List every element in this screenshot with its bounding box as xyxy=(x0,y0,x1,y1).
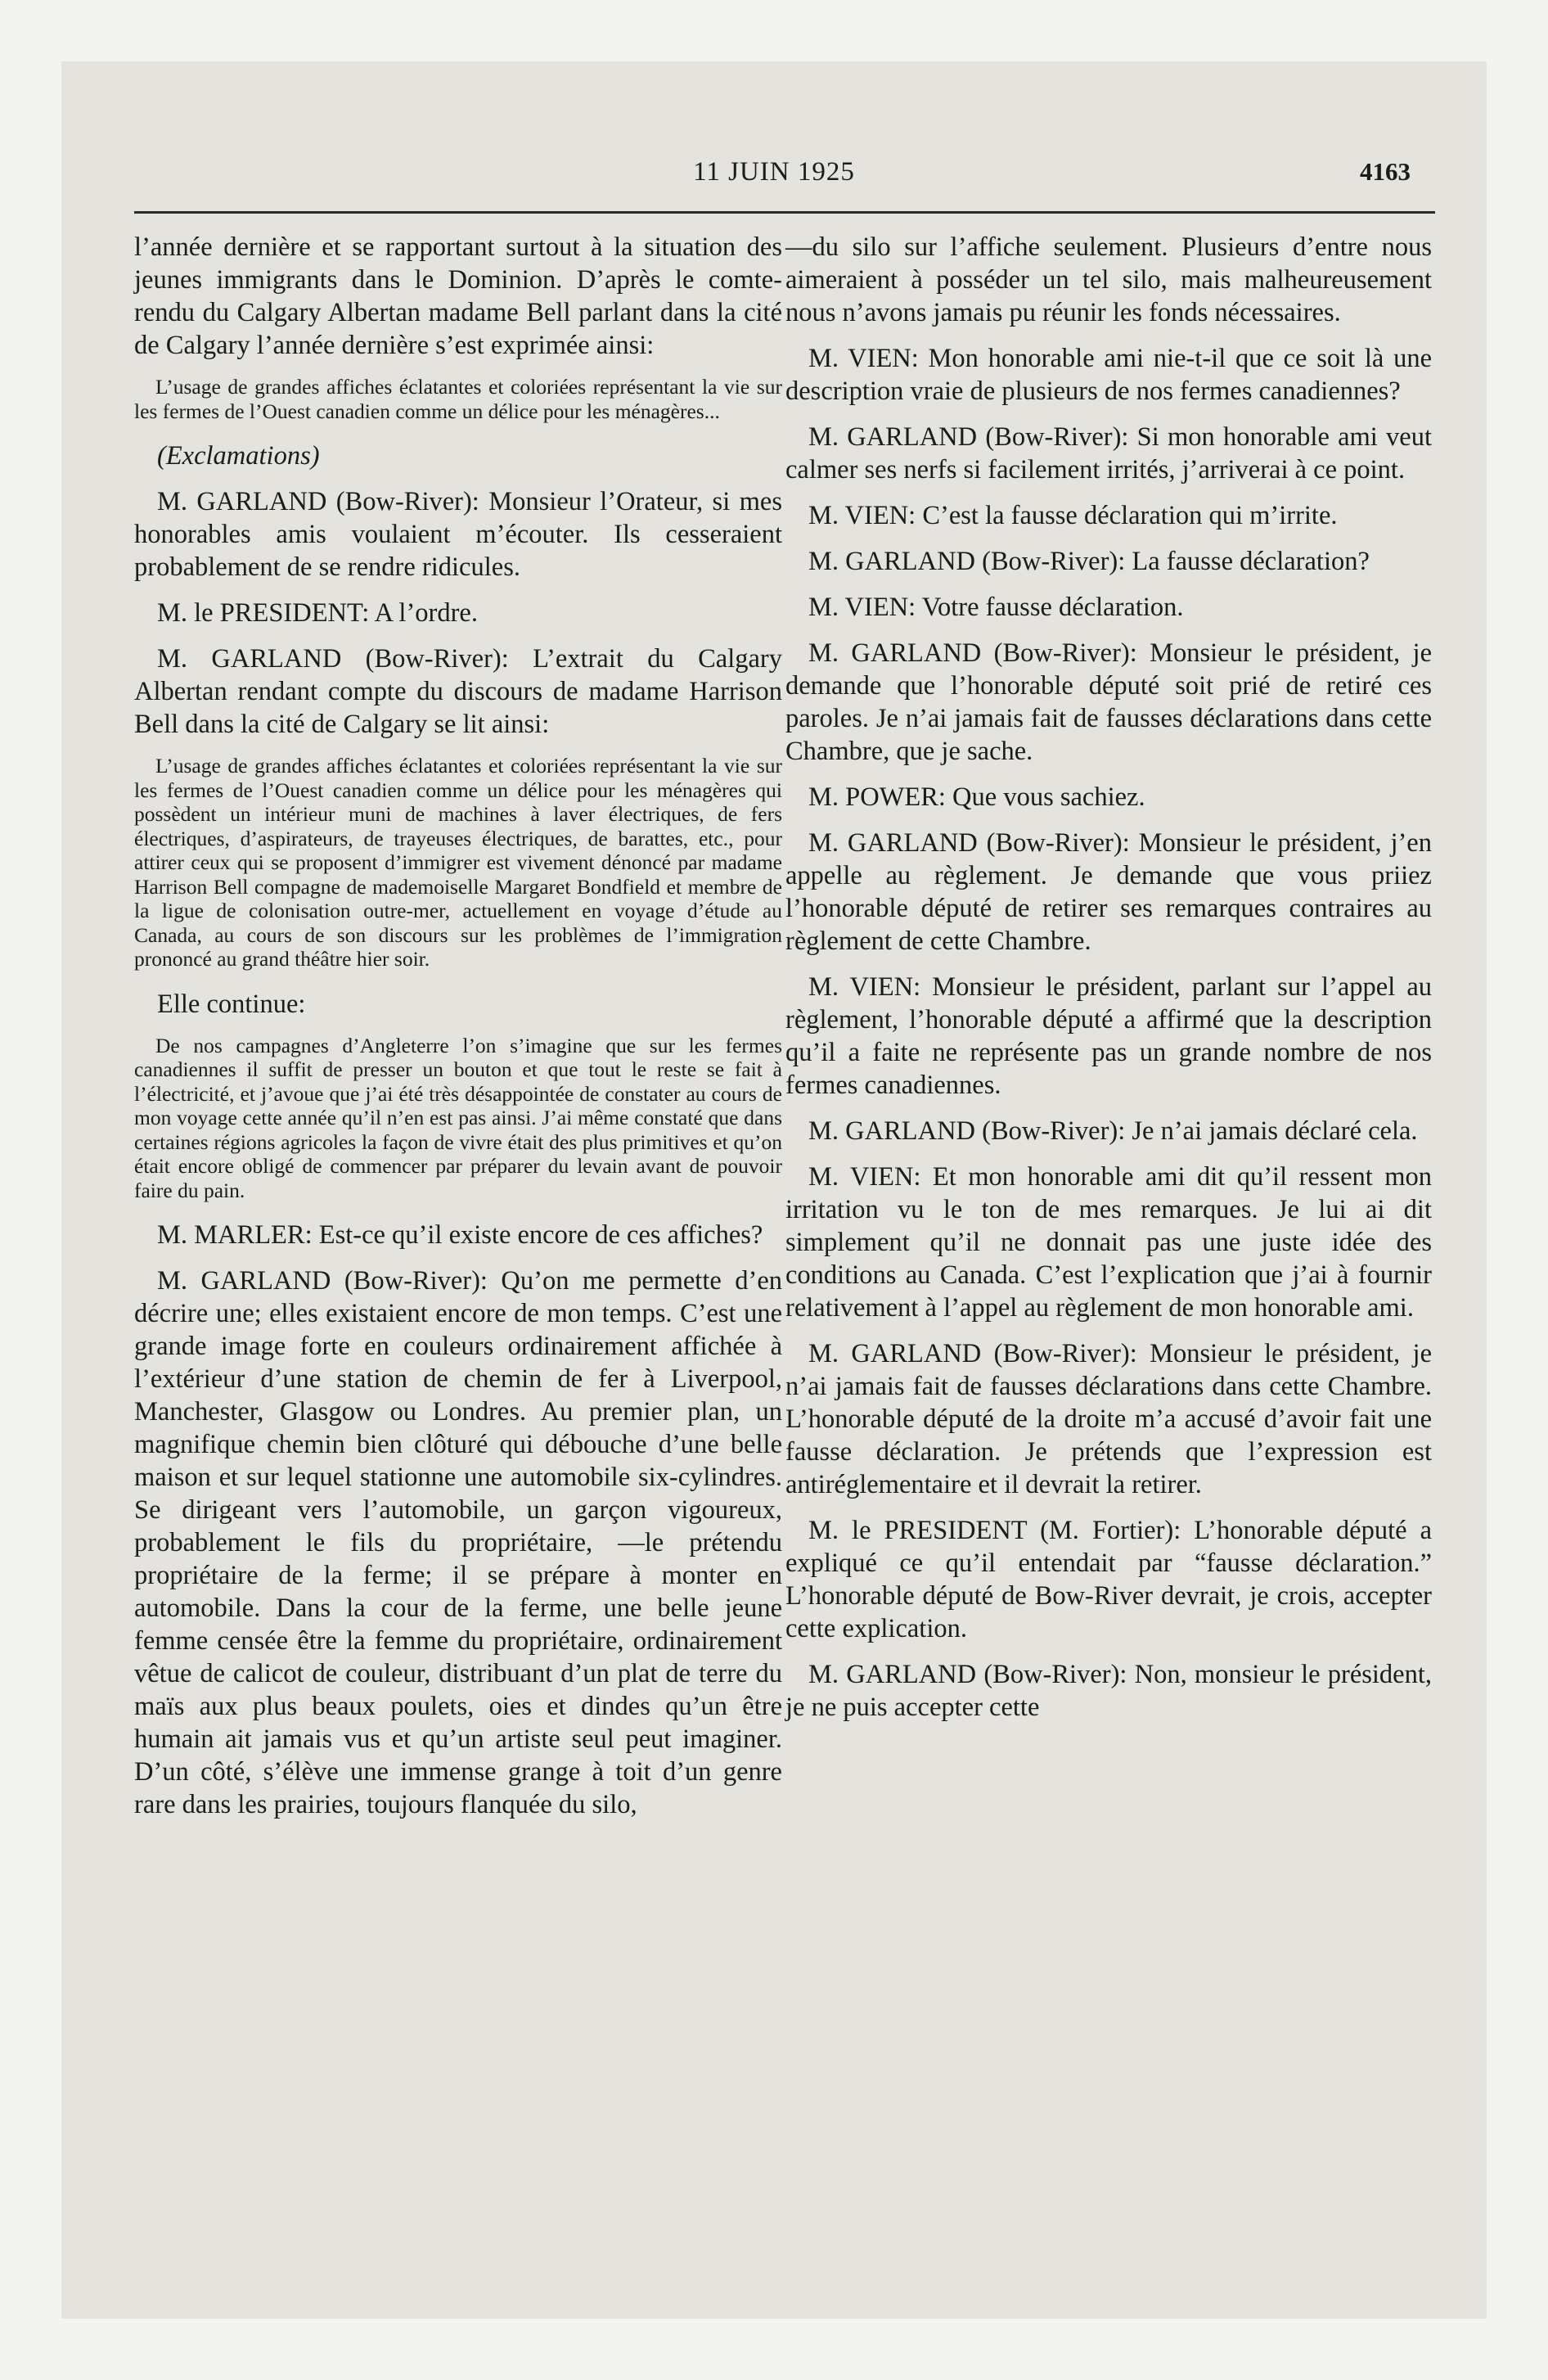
paragraph: —du silo sur l’affiche seulement. Plusieurs d’entre nous aimeraient à posséder un tel silo, mais malheureusement nous n’avons jamais pu réunir les fonds nécessaires. xyxy=(785,232,1432,327)
speech: M. le PRESIDENT: A l’ordre. xyxy=(157,598,478,628)
quotation: L’usage de grandes affiches éclatantes et coloriées représentant la vie sur les fermes de l’Ouest canadien comme un délice pour les ménagères... xyxy=(134,375,782,423)
speech: M. GARLAND (Bow-River): Monsieur le président, je demande que l’honorable député soit prié de retiré ces paroles. Je n’ai jamais fait de fausses déclarations dans cette Chambre, que je sache. xyxy=(785,638,1432,766)
speech: M. MARLER: Est-ce qu’il existe encore de ces affiches? xyxy=(157,1220,763,1250)
speech: M. GARLAND (Bow-River): La fausse déclaration? xyxy=(808,547,1370,576)
speech: M. le PRESIDENT (M. Fortier): L’honorable député a expliqué ce qu’il entendait par “fausse déclaration.” L’honorable député de Bow-River devrait, je crois, accepter cette explication. xyxy=(785,1516,1432,1643)
page-date: 11 JUIN 1925 xyxy=(693,157,855,187)
speech: M. VIEN: Mon honorable ami nie-t-il que ce soit là une description vraie de plusieurs de nos fermes canadiennes? xyxy=(785,344,1432,406)
speech: M. GARLAND (Bow-River): Si mon honorable ami veut calmer ses nerfs si facilement irrités, j’arriverai à ce point. xyxy=(785,422,1432,485)
speech: M. GARLAND (Bow-River): Monsieur le président, j’en appelle au règlement. Je demande que vous priiez l’honorable député de retirer ses remarques contraires au règlement de cette Chambre. xyxy=(785,828,1432,956)
header-rule xyxy=(134,211,1435,214)
stage-direction: (Exclamations) xyxy=(157,441,320,471)
speech: M. GARLAND (Bow-River): Monsieur l’Orateur, si mes honorables amis voulaient m’écouter. Ils cesseraient probablement de se rendre ridicules. xyxy=(134,487,782,582)
speech: M. GARLAND (Bow-River): Non, monsieur le président, je ne puis accepter cette xyxy=(785,1660,1432,1722)
speech: M. GARLAND (Bow-River): Je n’ai jamais déclaré cela. xyxy=(808,1116,1418,1146)
speech: M. VIEN: C’est la fausse déclaration qui m’irrite. xyxy=(808,501,1338,530)
paragraph: Elle continue: xyxy=(157,989,306,1019)
speech: M. VIEN: Monsieur le président, parlant sur l’appel au règlement, l’honorable député a affirmé que la description qu’il a faite ne représente pas un grande nombre de nos fermes canadiennes. xyxy=(785,972,1432,1100)
speech: M. POWER: Que vous sachiez. xyxy=(808,782,1145,812)
quotation: De nos campagnes d’Angleterre l’on s’imagine que sur les fermes canadiennes il suffit de presser un bouton et que tout le reste se fait à l’électricité, et j’avoue que j’ai été très désappointée de constater au cours de mon voyage cette année qu’il n’en est pas ainsi. J’ai même constaté que dans certaines régions agricoles la façon de vivre était des plus primitives et qu’on était encore obligé de commencer par préparer du levain avant de pouvoir faire du pain. xyxy=(134,1033,782,1202)
speech: M. GARLAND (Bow-River): Qu’on me permette d’en décrire une; elles existaient encore de mon temps. C’est une grande image forte en couleurs ordinairement affichée à l’extérieur d’une station de chemin de fer à Liverpool, Manchester, Glasgow ou Londres. Au premier plan, un magnifique chemin bien clôturé qui débouche d’une belle maison et sur lequel stationne une automobile six-cylindres. Se dirigeant vers l’automobile, un garçon vigoureux, probablement le fils du propriétaire, —le prétendu propriétaire de la ferme; il se prépare à monter en automobile. Dans la cour de la ferme, une belle jeune femme censée être la femme du propriétaire, ordinairement vêtue de calicot de couleur, distribuant d’un plat de terre du maïs aux plus beaux poulets, oies et dindes qu’un être humain ait jamais vus et qu’un artiste seul peut imaginer. D’un côté, s’élève une immense grange à toit d’un genre rare dans les prairies, toujours flanquée du silo, xyxy=(134,1266,782,1819)
speech: M. VIEN: Et mon honorable ami dit qu’il ressent mon irritation vu le ton de mes remarques. Je lui ai dit simplement qu’il ne donnait pas une juste idée des conditions au Canada. C’est l’explication que j’ai à fournir relativement à l’appel au règlement de mon honorable ami. xyxy=(785,1162,1432,1323)
paragraph: l’année dernière et se rapportant surtout à la situation des jeunes immigrants dans le Dominion. D’après le comte-rendu du Calgary Albertan madame Bell parlant dans la cité de Calgary l’année dernière s’est exprimée ainsi: xyxy=(134,232,782,360)
speech: M. VIEN: Votre fausse déclaration. xyxy=(808,593,1184,622)
page-number: 4163 xyxy=(1360,157,1411,186)
quotation: L’usage de grandes affiches éclatantes et coloriées représentant la vie sur les fermes de l’Ouest canadien comme un délice pour les ménagères qui possèdent un intérieur muni de machines à laver électriques, de fers électriques, d’aspirateurs, de trayeuses électriques, de barattes, etc., pour attirer ceux qui se proposent d’immigrer est vivement dénoncé par madame Harrison Bell compagne de mademoiselle Margaret Bondfield et membre de la ligue de colonisation outre-mer, actuellement en voyage d’étude au Canada, au cours de son discours sur les problèmes de l’immigration prononcé au grand théâtre hier soir. xyxy=(134,754,782,971)
speech: M. GARLAND (Bow-River): L’extrait du Calgary Albertan rendant compte du discours de madame Harrison Bell dans la cité de Calgary se lit ainsi: xyxy=(134,644,782,739)
left-column xyxy=(134,231,782,1834)
speech: M. GARLAND (Bow-River): Monsieur le président, je n’ai jamais fait de fausses déclarations dans cette Chambre. L’honorable député de la droite m’a accusé d’avoir fait une fausse déclaration. Je prétends que l’expression est antiréglementaire et il devrait la retirer. xyxy=(785,1339,1432,1499)
right-column xyxy=(785,231,1432,1737)
